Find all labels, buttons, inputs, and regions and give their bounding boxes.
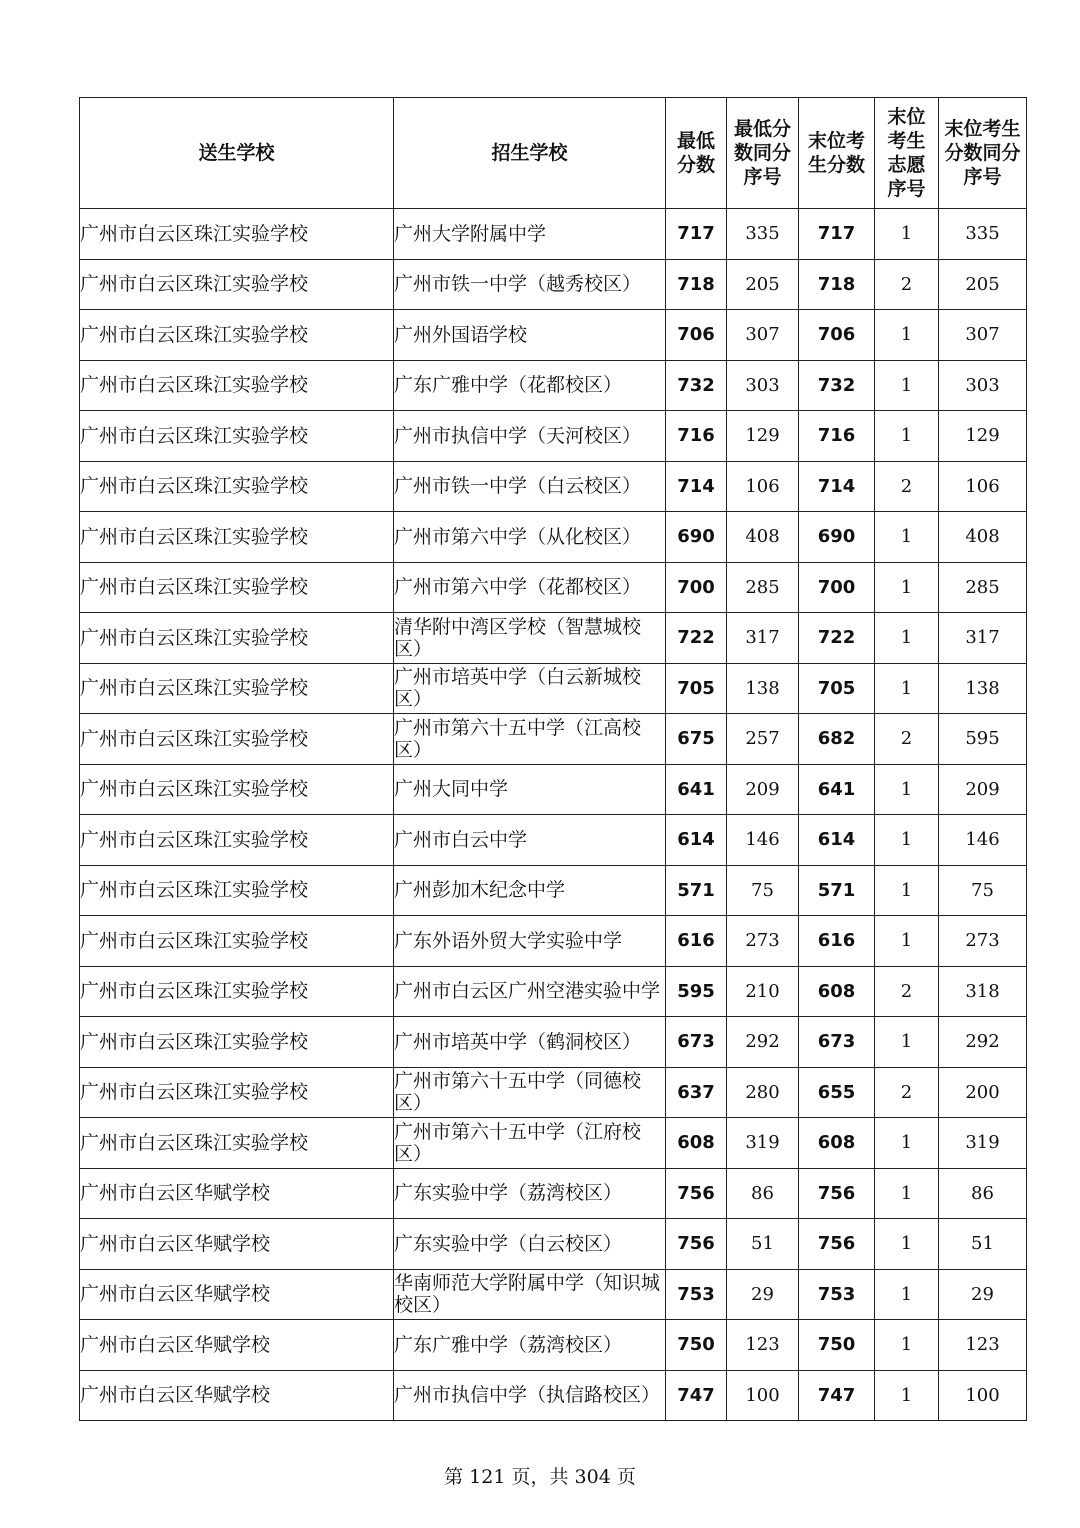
cell-min-score: 673	[666, 1017, 727, 1068]
cell-last-rank: 408	[939, 512, 1027, 563]
table-row	[80, 966, 1027, 1017]
cell-min-score: 637	[666, 1067, 727, 1118]
cell-last-score: 756	[799, 1219, 875, 1270]
cell-last-score: 718	[799, 259, 875, 310]
cell-last-score: 571	[799, 865, 875, 916]
cell-last-rank: 100	[939, 1370, 1027, 1421]
cell-admitting-school: 广州市培英中学（鹤洞校区）	[394, 1017, 666, 1068]
cell-min-score: 717	[666, 209, 727, 260]
cell-min-rank: 146	[727, 815, 799, 866]
cell-admitting-school: 广州市铁一中学（越秀校区）	[394, 259, 666, 310]
cell-min-rank: 29	[727, 1269, 799, 1320]
cell-sender-school: 广州市白云区珠江实验学校	[80, 916, 394, 967]
table-row	[80, 310, 1027, 361]
cell-last-rank: 129	[939, 411, 1027, 462]
cell-admitting-school: 广州市第六十五中学（江高校区）	[394, 714, 666, 765]
header-min-rank: 最低分数同分序号	[727, 98, 799, 209]
cell-min-score: 718	[666, 259, 727, 310]
cell-admitting-school: 广州大学附属中学	[394, 209, 666, 260]
cell-last-score: 608	[799, 1118, 875, 1169]
cell-min-rank: 285	[727, 562, 799, 613]
cell-last-choice: 1	[875, 562, 939, 613]
cell-last-score: 756	[799, 1168, 875, 1219]
cell-last-rank: 86	[939, 1168, 1027, 1219]
cell-last-score: 732	[799, 360, 875, 411]
cell-admitting-school: 广州市铁一中学（白云校区）	[394, 461, 666, 512]
cell-min-score: 675	[666, 714, 727, 765]
cell-last-choice: 2	[875, 1067, 939, 1118]
cell-sender-school: 广州市白云区珠江实验学校	[80, 764, 394, 815]
cell-last-score: 714	[799, 461, 875, 512]
cell-last-choice: 1	[875, 663, 939, 714]
cell-min-rank: 280	[727, 1067, 799, 1118]
table-header	[80, 98, 1027, 209]
header-last-choice: 末位考生志愿序号	[875, 98, 939, 209]
cell-min-rank: 100	[727, 1370, 799, 1421]
cell-last-rank: 123	[939, 1320, 1027, 1371]
cell-last-choice: 1	[875, 1118, 939, 1169]
cell-last-rank: 51	[939, 1219, 1027, 1270]
cell-last-choice: 1	[875, 209, 939, 260]
cell-sender-school: 广州市白云区华赋学校	[80, 1219, 394, 1270]
table-row	[80, 1017, 1027, 1068]
cell-min-score: 706	[666, 310, 727, 361]
table-row	[80, 259, 1027, 310]
cell-last-choice: 2	[875, 966, 939, 1017]
cell-min-rank: 319	[727, 1118, 799, 1169]
cell-admitting-school: 广州市第六十五中学（江府校区）	[394, 1118, 666, 1169]
cell-last-choice: 1	[875, 360, 939, 411]
table-row	[80, 613, 1027, 664]
cell-admitting-school: 广州市执信中学（执信路校区）	[394, 1370, 666, 1421]
cell-min-rank: 123	[727, 1320, 799, 1371]
cell-admitting-school: 华南师范大学附属中学（知识城校区）	[394, 1269, 666, 1320]
cell-min-rank: 209	[727, 764, 799, 815]
cell-sender-school: 广州市白云区珠江实验学校	[80, 865, 394, 916]
cell-last-score: 682	[799, 714, 875, 765]
cell-min-score: 608	[666, 1118, 727, 1169]
cell-min-rank: 210	[727, 966, 799, 1017]
table-row	[80, 714, 1027, 765]
cell-admitting-school: 广州市白云中学	[394, 815, 666, 866]
cell-min-rank: 257	[727, 714, 799, 765]
cell-last-choice: 1	[875, 1269, 939, 1320]
cell-sender-school: 广州市白云区珠江实验学校	[80, 714, 394, 765]
cell-last-score: 616	[799, 916, 875, 967]
cell-sender-school: 广州市白云区华赋学校	[80, 1370, 394, 1421]
cell-last-rank: 319	[939, 1118, 1027, 1169]
cell-min-score: 595	[666, 966, 727, 1017]
cell-last-choice: 1	[875, 916, 939, 967]
cell-last-score: 673	[799, 1017, 875, 1068]
table-row	[80, 865, 1027, 916]
table-row	[80, 209, 1027, 260]
cell-last-rank: 200	[939, 1067, 1027, 1118]
cell-sender-school: 广州市白云区华赋学校	[80, 1168, 394, 1219]
cell-sender-school: 广州市白云区珠江实验学校	[80, 259, 394, 310]
cell-min-score: 756	[666, 1168, 727, 1219]
cell-min-rank: 138	[727, 663, 799, 714]
cell-sender-school: 广州市白云区珠江实验学校	[80, 966, 394, 1017]
cell-min-rank: 307	[727, 310, 799, 361]
table-row	[80, 1067, 1027, 1118]
cell-sender-school: 广州市白云区珠江实验学校	[80, 1118, 394, 1169]
cell-min-score: 571	[666, 865, 727, 916]
cell-last-score: 655	[799, 1067, 875, 1118]
cell-last-rank: 205	[939, 259, 1027, 310]
cell-min-score: 756	[666, 1219, 727, 1270]
cell-min-rank: 317	[727, 613, 799, 664]
page-number-footer: 第 121 页，共 304 页	[444, 1466, 636, 1488]
cell-last-choice: 2	[875, 259, 939, 310]
cell-admitting-school: 清华附中湾区学校（智慧城校区）	[394, 613, 666, 664]
cell-last-score: 690	[799, 512, 875, 563]
table-row	[80, 512, 1027, 563]
cell-min-rank: 303	[727, 360, 799, 411]
cell-last-score: 722	[799, 613, 875, 664]
cell-min-score: 716	[666, 411, 727, 462]
table-row	[80, 1320, 1027, 1371]
cell-admitting-school: 广东实验中学（荔湾校区）	[394, 1168, 666, 1219]
cell-sender-school: 广州市白云区珠江实验学校	[80, 461, 394, 512]
cell-last-choice: 2	[875, 461, 939, 512]
cell-last-choice: 1	[875, 1370, 939, 1421]
cell-sender-school: 广州市白云区珠江实验学校	[80, 1067, 394, 1118]
cell-last-score: 700	[799, 562, 875, 613]
cell-last-rank: 29	[939, 1269, 1027, 1320]
cell-min-score: 616	[666, 916, 727, 967]
cell-last-rank: 307	[939, 310, 1027, 361]
cell-last-rank: 318	[939, 966, 1027, 1017]
cell-last-choice: 1	[875, 1219, 939, 1270]
cell-admitting-school: 广东实验中学（白云校区）	[394, 1219, 666, 1270]
table-row	[80, 1219, 1027, 1270]
header-row	[80, 98, 1027, 209]
cell-last-score: 717	[799, 209, 875, 260]
cell-admitting-school: 广州外国语学校	[394, 310, 666, 361]
cell-min-score: 705	[666, 663, 727, 714]
cell-min-rank: 273	[727, 916, 799, 967]
cell-admitting-school: 广东外语外贸大学实验中学	[394, 916, 666, 967]
cell-admitting-school: 广东广雅中学（花都校区）	[394, 360, 666, 411]
cell-last-rank: 209	[939, 764, 1027, 815]
cell-min-score: 747	[666, 1370, 727, 1421]
cell-min-rank: 51	[727, 1219, 799, 1270]
cell-min-rank: 408	[727, 512, 799, 563]
cell-last-score: 608	[799, 966, 875, 1017]
cell-min-score: 614	[666, 815, 727, 866]
cell-min-rank: 86	[727, 1168, 799, 1219]
table-row	[80, 1168, 1027, 1219]
header-sender-school: 送生学校	[80, 98, 394, 209]
cell-last-choice: 1	[875, 1017, 939, 1068]
header-last-score: 末位考生分数	[799, 98, 875, 209]
cell-min-rank: 292	[727, 1017, 799, 1068]
cell-admitting-school: 广州市执信中学（天河校区）	[394, 411, 666, 462]
cell-last-rank: 317	[939, 613, 1027, 664]
cell-sender-school: 广州市白云区华赋学校	[80, 1269, 394, 1320]
cell-last-choice: 1	[875, 613, 939, 664]
cell-admitting-school: 广州彭加木纪念中学	[394, 865, 666, 916]
cell-sender-school: 广州市白云区珠江实验学校	[80, 209, 394, 260]
cell-sender-school: 广州市白云区珠江实验学校	[80, 411, 394, 462]
cell-min-rank: 335	[727, 209, 799, 260]
cell-min-score: 750	[666, 1320, 727, 1371]
cell-min-score: 714	[666, 461, 727, 512]
cell-last-choice: 1	[875, 1320, 939, 1371]
cell-last-rank: 146	[939, 815, 1027, 866]
cell-last-score: 747	[799, 1370, 875, 1421]
table-row	[80, 461, 1027, 512]
cell-last-rank: 75	[939, 865, 1027, 916]
cell-min-score: 722	[666, 613, 727, 664]
cell-last-rank: 595	[939, 714, 1027, 765]
table-row	[80, 562, 1027, 613]
cell-admitting-school: 广州市第六中学（从化校区）	[394, 512, 666, 563]
cell-last-rank: 292	[939, 1017, 1027, 1068]
table-row	[80, 411, 1027, 462]
cell-last-rank: 138	[939, 663, 1027, 714]
cell-sender-school: 广州市白云区华赋学校	[80, 1320, 394, 1371]
cell-min-score: 690	[666, 512, 727, 563]
cell-last-choice: 2	[875, 714, 939, 765]
table-row	[80, 1269, 1027, 1320]
admissions-table	[79, 97, 1027, 1421]
cell-last-choice: 1	[875, 764, 939, 815]
cell-min-rank: 205	[727, 259, 799, 310]
header-min-score: 最低分数	[666, 98, 727, 209]
cell-sender-school: 广州市白云区珠江实验学校	[80, 613, 394, 664]
cell-last-rank: 335	[939, 209, 1027, 260]
cell-last-choice: 1	[875, 411, 939, 462]
table-row	[80, 1118, 1027, 1169]
cell-last-rank: 106	[939, 461, 1027, 512]
table-row	[80, 815, 1027, 866]
cell-admitting-school: 广州市第六中学（花都校区）	[394, 562, 666, 613]
cell-last-score: 750	[799, 1320, 875, 1371]
cell-last-score: 641	[799, 764, 875, 815]
table-row	[80, 663, 1027, 714]
cell-last-rank: 285	[939, 562, 1027, 613]
header-last-rank: 末位考生分数同分序号	[939, 98, 1027, 209]
cell-last-rank: 273	[939, 916, 1027, 967]
cell-admitting-school: 广州市培英中学（白云新城校区）	[394, 663, 666, 714]
cell-sender-school: 广州市白云区珠江实验学校	[80, 663, 394, 714]
cell-sender-school: 广州市白云区珠江实验学校	[80, 360, 394, 411]
cell-min-score: 753	[666, 1269, 727, 1320]
cell-last-score: 614	[799, 815, 875, 866]
table-row	[80, 360, 1027, 411]
cell-min-score: 700	[666, 562, 727, 613]
table-row	[80, 916, 1027, 967]
cell-min-rank: 75	[727, 865, 799, 916]
cell-last-choice: 1	[875, 512, 939, 563]
table-row	[80, 764, 1027, 815]
cell-sender-school: 广州市白云区珠江实验学校	[80, 1017, 394, 1068]
cell-admitting-school: 广东广雅中学（荔湾校区）	[394, 1320, 666, 1371]
cell-last-score: 706	[799, 310, 875, 361]
cell-min-score: 641	[666, 764, 727, 815]
cell-last-choice: 1	[875, 815, 939, 866]
cell-admitting-school: 广州市第六十五中学（同德校区）	[394, 1067, 666, 1118]
cell-min-rank: 106	[727, 461, 799, 512]
cell-last-choice: 1	[875, 310, 939, 361]
table-body	[80, 209, 1027, 1421]
table-row	[80, 1370, 1027, 1421]
cell-min-score: 732	[666, 360, 727, 411]
cell-sender-school: 广州市白云区珠江实验学校	[80, 512, 394, 563]
cell-last-rank: 303	[939, 360, 1027, 411]
header-admitting-school: 招生学校	[394, 98, 666, 209]
cell-sender-school: 广州市白云区珠江实验学校	[80, 310, 394, 361]
cell-last-score: 716	[799, 411, 875, 462]
cell-last-score: 753	[799, 1269, 875, 1320]
cell-last-choice: 1	[875, 1168, 939, 1219]
cell-min-rank: 129	[727, 411, 799, 462]
cell-admitting-school: 广州市白云区广州空港实验中学	[394, 966, 666, 1017]
cell-last-choice: 1	[875, 865, 939, 916]
cell-sender-school: 广州市白云区珠江实验学校	[80, 815, 394, 866]
cell-last-score: 705	[799, 663, 875, 714]
cell-sender-school: 广州市白云区珠江实验学校	[80, 562, 394, 613]
cell-admitting-school: 广州大同中学	[394, 764, 666, 815]
